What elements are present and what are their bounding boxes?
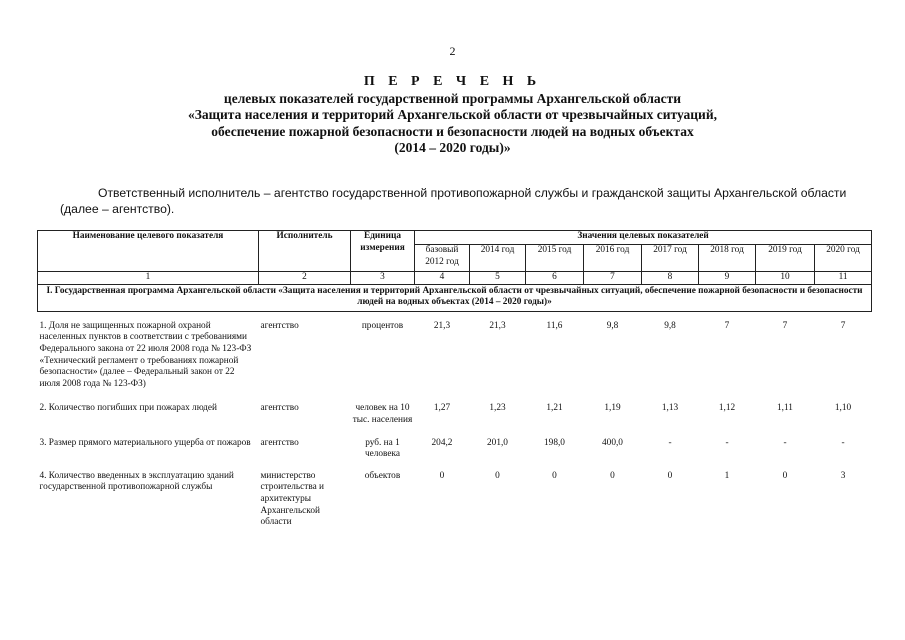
indicator-value: 21,3 bbox=[433, 320, 451, 331]
indicator-value: 7 bbox=[840, 320, 846, 331]
indicator-executor: министерство строительства и архитектуры Архангельской области bbox=[260, 470, 325, 528]
header-name: Наименование целевого показателя bbox=[38, 231, 259, 272]
indicator-value: 1,21 bbox=[546, 403, 563, 414]
indicator-value: - bbox=[725, 437, 729, 448]
indicator-name: 3. Размер прямого материального ущерба от пожаров bbox=[39, 437, 251, 448]
table-row bbox=[38, 438, 872, 461]
header-year: 2020 год bbox=[815, 245, 872, 272]
indicator-value: 201,0 bbox=[487, 437, 508, 448]
header-year: 2017 год bbox=[642, 245, 699, 272]
column-number: 1 bbox=[38, 272, 259, 285]
header-unit: Единица измерения bbox=[351, 231, 415, 272]
indicator-name: 1. Доля не защищенных пожарной охраной населенных пунктов в соответствии с требованиями Федерального закона от 22 июля 2008 года № 123-ФЗ «Технический регламент о требованиях пожарной безопасности» (далее – Федеральный закон от 22 июля 2008 года № 123-ФЗ) bbox=[39, 320, 252, 389]
column-number: 11 bbox=[815, 272, 872, 285]
indicator-executor: агентство bbox=[260, 320, 299, 331]
section-title: I. Государственная программа Архангельской области «Защита населения и территорий Архангельской области от чрезвычайных ситуаций, обеспечение пожарной безопасности и безопасности людей на водных объектах (2014 – 2020 годы)» bbox=[38, 284, 872, 311]
indicator-value: 1,10 bbox=[834, 403, 852, 414]
indicator-value: 1,11 bbox=[777, 403, 793, 414]
column-number: 4 bbox=[415, 272, 470, 285]
column-number: 9 bbox=[699, 272, 756, 285]
indicator-name: 4. Количество введенных в эксплуатацию зданий государственной противопожарной службы bbox=[39, 470, 234, 493]
indicator-value: - bbox=[841, 437, 845, 448]
header-values-group: Значения целевых показателей bbox=[415, 231, 872, 245]
heading-line-2: целевых показателей государственной программы Архангельской области bbox=[223, 90, 682, 106]
indicator-value: 0 bbox=[667, 470, 673, 481]
table-row bbox=[38, 403, 872, 426]
indicator-value: 9,8 bbox=[664, 320, 676, 331]
column-number: 3 bbox=[351, 272, 415, 285]
indicator-value: 9,8 bbox=[606, 320, 619, 331]
indicator-value: 1,27 bbox=[433, 403, 451, 414]
indicator-value: 3 bbox=[840, 470, 846, 481]
indicator-value: - bbox=[783, 437, 787, 448]
indicator-value: 11,6 bbox=[546, 320, 563, 331]
heading-line-3: «Защита населения и территорий Архангельской области от чрезвычайных ситуаций, bbox=[188, 107, 717, 122]
indicator-unit: руб. на 1 человека bbox=[364, 437, 401, 460]
indicator-value: 7 bbox=[724, 320, 730, 331]
indicator-value: 0 bbox=[610, 470, 615, 481]
heading-line-4: обеспечение пожарной безопасности и безопасности людей на водных объектах bbox=[211, 123, 694, 139]
indicator-value: 400,0 bbox=[602, 437, 623, 448]
header-year: 2015 год bbox=[526, 245, 584, 272]
header-year: 2014 год bbox=[470, 245, 526, 272]
header-executor: Исполнитель bbox=[259, 231, 351, 272]
heading-title: П Е Р Е Ч Е Н Ь bbox=[363, 74, 542, 89]
indicator-value: 1,23 bbox=[489, 403, 506, 414]
section-row bbox=[38, 284, 872, 311]
table-row bbox=[38, 471, 872, 529]
indicators-table bbox=[37, 230, 872, 529]
header-year: 2019 год bbox=[756, 245, 815, 272]
indicator-value: 204,2 bbox=[431, 437, 453, 448]
indicator-value: 198,0 bbox=[544, 437, 565, 448]
header-year: 2016 год bbox=[584, 245, 642, 272]
document-heading bbox=[0, 74, 905, 157]
responsible-executor-paragraph: Ответственный исполнитель – агентство государственной противопожарной службы и гражданской защиты Архангельской области (далее – агентство). bbox=[60, 186, 847, 216]
column-number: 2 bbox=[259, 272, 351, 285]
indicator-name: 2. Количество погибших при пожарах людей bbox=[39, 403, 218, 414]
indicator-value: 1,13 bbox=[661, 403, 679, 414]
indicator-unit: объектов bbox=[364, 470, 401, 481]
column-numbers-row bbox=[38, 272, 872, 285]
indicator-value: 1 bbox=[724, 470, 730, 481]
indicator-unit: процентов bbox=[361, 320, 404, 331]
indicator-value: 21,3 bbox=[489, 320, 506, 331]
column-number: 7 bbox=[584, 272, 642, 285]
page-number: 2 bbox=[449, 44, 456, 58]
column-number: 10 bbox=[756, 272, 815, 285]
table-row bbox=[38, 321, 872, 391]
indicator-value: 1,12 bbox=[718, 403, 736, 414]
indicator-executor: агентство bbox=[260, 403, 299, 414]
heading-line-5: (2014 – 2020 годы)» bbox=[394, 140, 511, 155]
indicator-value: - bbox=[668, 437, 672, 448]
indicator-value: 1,19 bbox=[604, 403, 621, 414]
indicator-value: 0 bbox=[439, 470, 445, 481]
column-number: 5 bbox=[470, 272, 526, 285]
header-year: базовый 2012 год bbox=[415, 245, 470, 272]
indicator-unit: человек на 10 тыс. населения bbox=[352, 403, 413, 425]
indicator-value: 0 bbox=[782, 470, 788, 481]
indicator-value: 7 bbox=[782, 320, 788, 331]
indicator-value: 0 bbox=[552, 470, 557, 481]
column-number: 8 bbox=[642, 272, 699, 285]
indicator-executor: агентство bbox=[260, 437, 299, 448]
header-year: 2018 год bbox=[699, 245, 756, 272]
column-number: 6 bbox=[526, 272, 584, 285]
indicator-value: 0 bbox=[495, 470, 500, 481]
